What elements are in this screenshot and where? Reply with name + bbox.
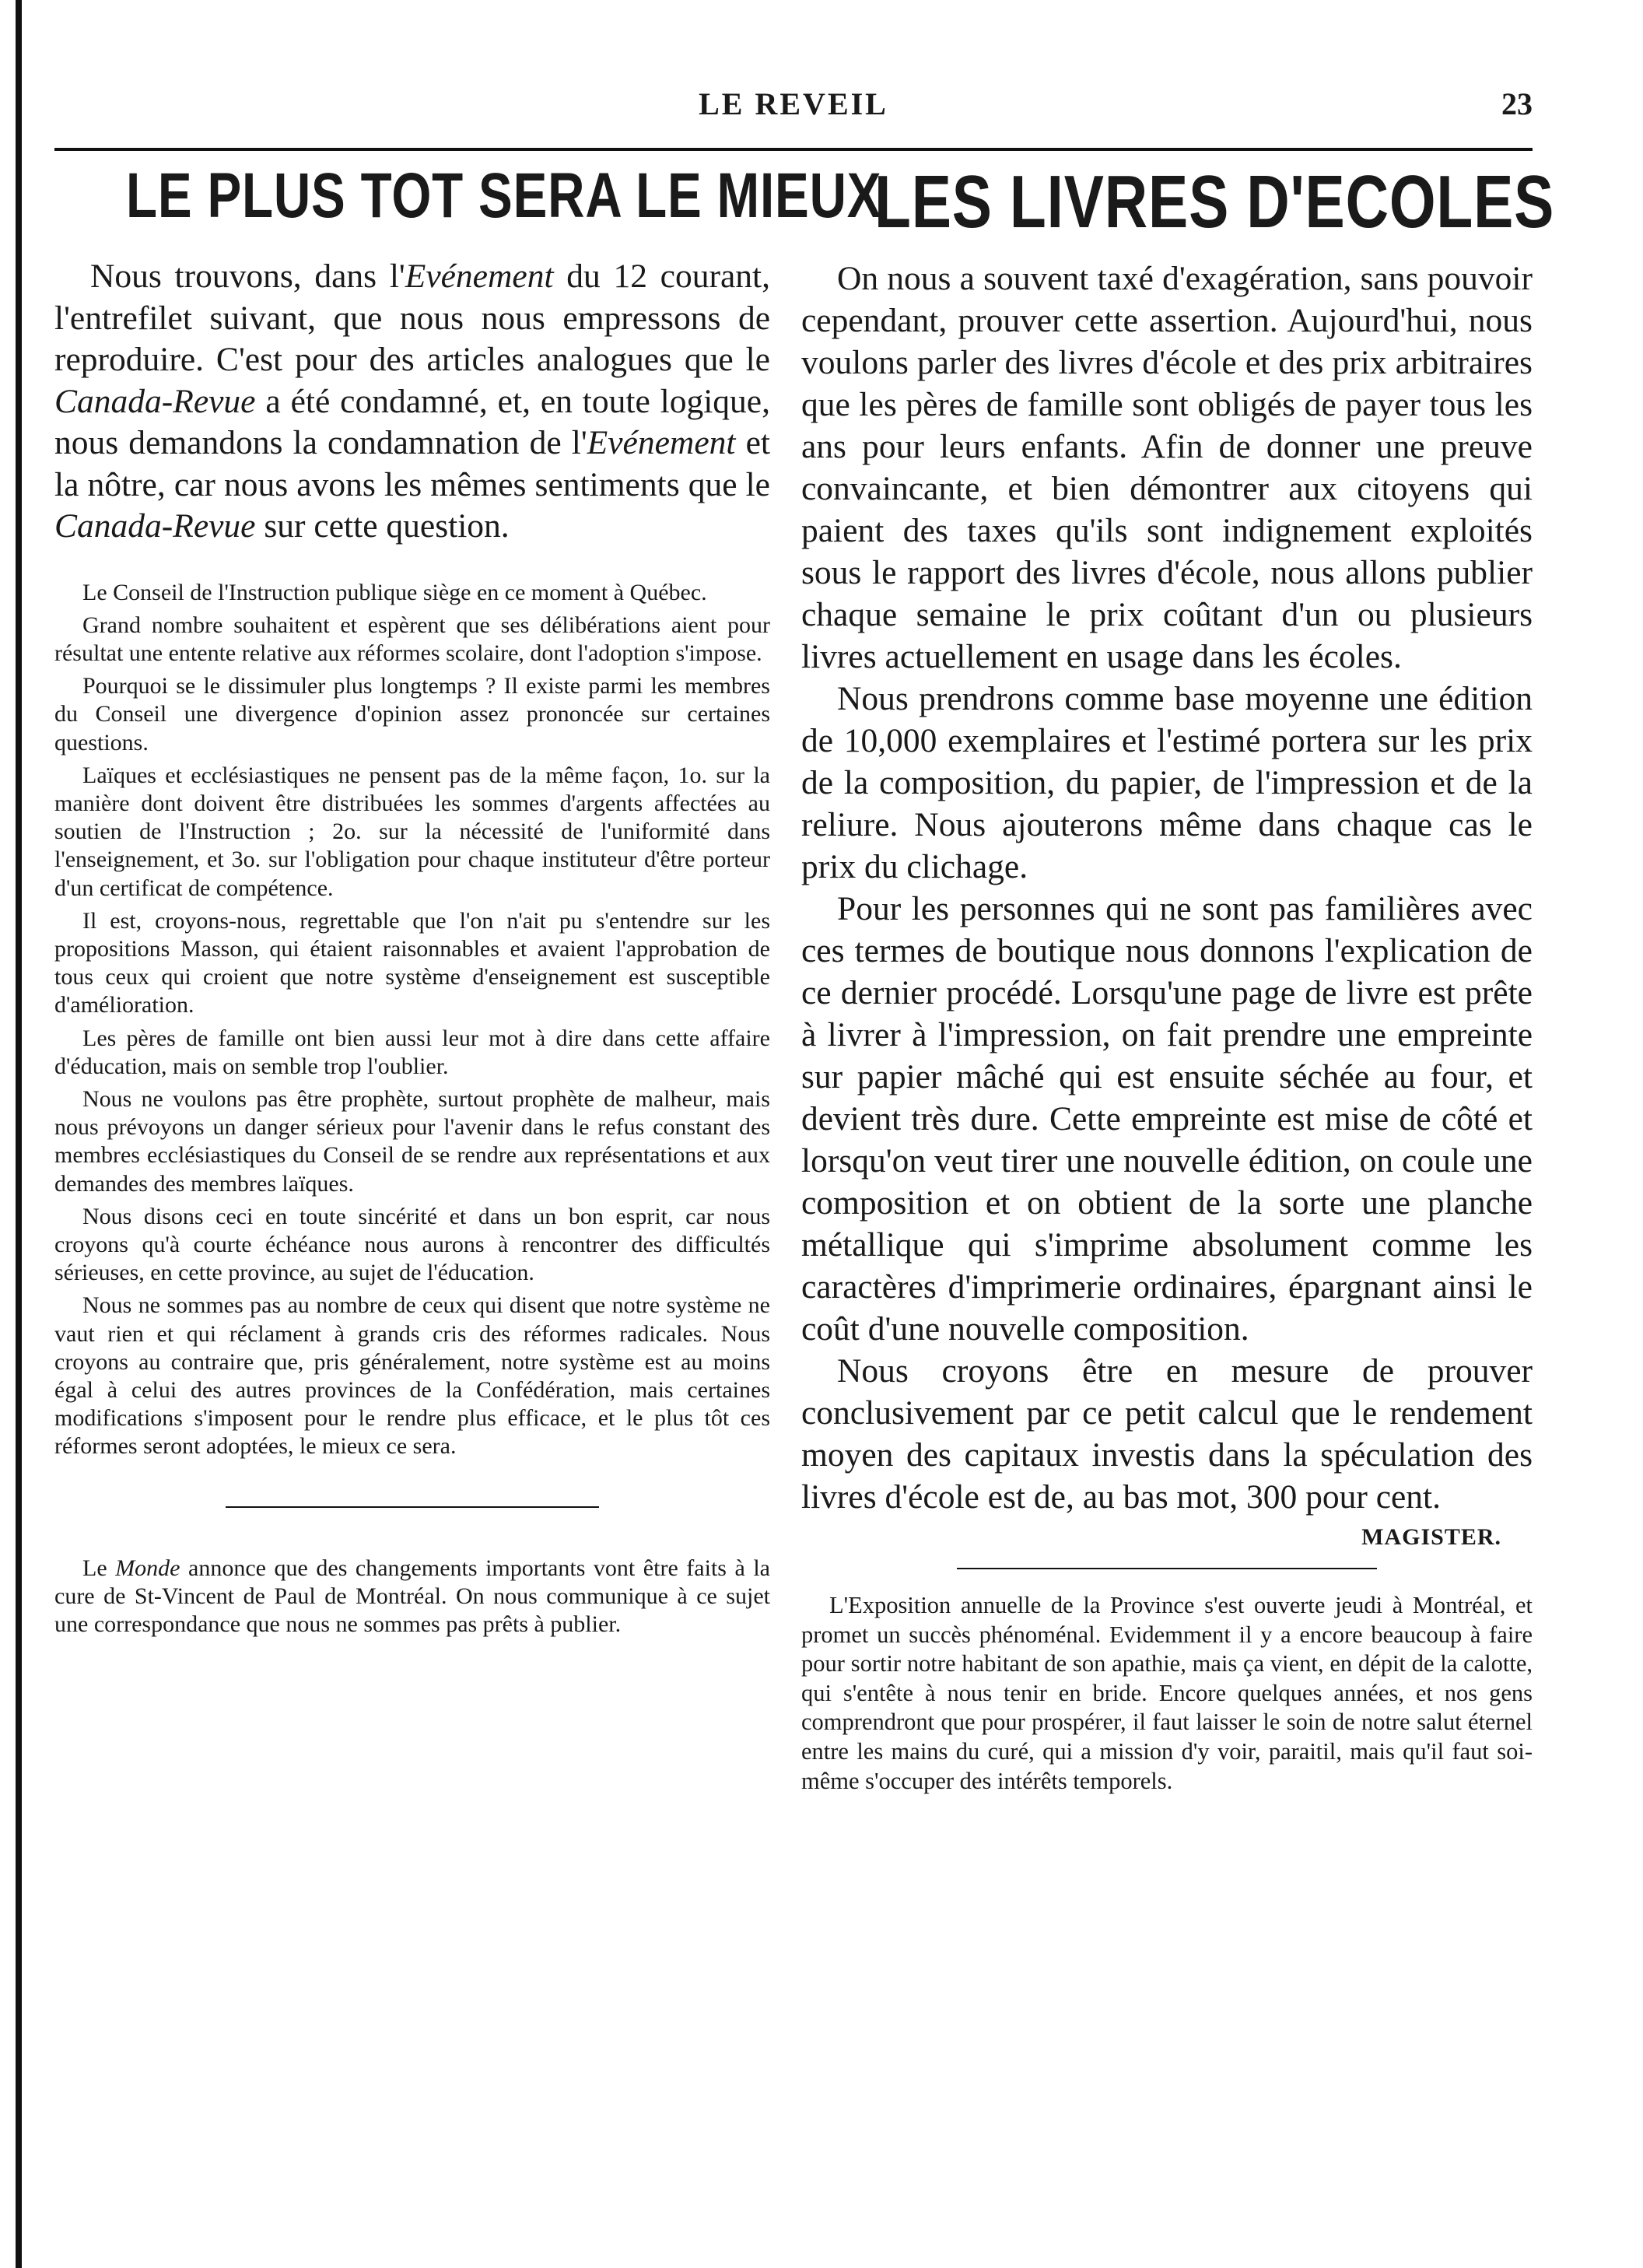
intro-italic-canada-revue: Canada-Revue (54, 382, 256, 420)
intro-italic-evenement: Evénement (405, 258, 554, 295)
intro-italic-canada-revue: Canada-Revue (54, 507, 256, 545)
quoted-paragraph: Le Conseil de l'Instruction publique siège en ce moment à Québec. (82, 579, 707, 605)
right-headline: LES LIVRES D'ECOLES (874, 160, 1555, 244)
intro-text: du 12 courant, l'entrefilet suivant, que nous nous empressons de reproduire. C'est pour des articles analogues que le (54, 258, 770, 378)
article-paragraph: Nous croyons être en mesure de prouver conclusivement par ce petit calcul que le rendement moyen des capitaux investis dans la spéculation des livres d'école est de, au bas mot, 300 pour cent. (801, 1352, 1533, 1516)
note-paragraph (54, 1555, 770, 1639)
article-paragraph: Nous prendrons comme base moyenne une édition de 10,000 exemplaires et l'estimé portera sur les prix de la composition, du papier, de l'impression et de la reliure. Nous ajouterons même dans chaque cas le prix du clichage. (801, 680, 1533, 885)
intro-text: sur cette question. (255, 507, 510, 545)
quoted-paragraph: Grand nombre souhaitent et espèrent que ses délibérations aient pour résultat une entente relative aux réformes scolaire, dont l'adoption s'impose. (54, 612, 770, 666)
quoted-excerpt (54, 579, 770, 1461)
page-edge-bar (16, 0, 22, 2268)
intro-italic-evenement: Evénement (587, 424, 736, 461)
intro-text: et la nôtre, car nous avons les mêmes sentiments que le (54, 424, 770, 503)
intro-text: Nous trouvons, dans l' (90, 258, 405, 295)
quoted-paragraph: Nous disons ceci en toute sincérité et dans un bon esprit, car nous croyons qu'à courte échéance nous aurons à rencontrer des difficultés sérieuses, en cette province, au sujet de l'éducation. (54, 1203, 770, 1286)
right-column (801, 159, 1555, 1800)
intro-paragraph (54, 256, 770, 548)
newspaper-title: LE REVEIL (699, 86, 888, 121)
exposition-note (801, 1591, 1533, 1796)
monde-note (54, 1555, 770, 1639)
left-headline: LE PLUS TOT SERA LE MIEUX (126, 160, 882, 231)
left-column (54, 159, 882, 1643)
intro-text: a été condamné, et, en toute logique, nous demandons la condamnation de l' (54, 382, 770, 461)
note-italic-monde: Monde (115, 1555, 180, 1581)
left-intro (54, 256, 770, 548)
article-paragraph: Pour les personnes qui ne sont pas familières avec ces termes de boutique nous donnons l'explication de ce dernier procédé. Lorsqu'une page de livre est prête à livrer à l'impression, on fait prendre une empreinte sur papier mâché qui est ensuite séchée au four, et devient très dure. Cette empreinte est mise de côté et lorsqu'on veut tirer une nouvelle édition, on coule une composition et on obtient de la sorte une planche métallique qui s'imprime absolument comme les caractères d'imprimerie ordinaires, épargnant ainsi le coût d'une nouvelle composition. (801, 890, 1533, 1348)
quoted-paragraph: Nous ne sommes pas au nombre de ceux qui disent que notre système ne vaut rien et qui réclament à grands cris des réformes radicales. Nous croyons au contraire que, pris généralement, notre système est au moins égal à celui des autres provinces de la Confédération, mais certaines modifications s'imposent pour le rendre plus efficace, et le plus tôt ces réformes seront adoptées, le mieux ce sera. (54, 1292, 770, 1460)
article-paragraph: On nous a souvent taxé d'exagération, sans pouvoir cependant, prouver cette assertion. Aujourd'hui, nous voulons parler des livres d'école et des prix arbitraires que les pères de famille sont obligés de payer tous les ans pour leurs enfants. Afin de donner une preuve convaincante, et bien démontrer aux citoyens qui paient des taxes qu'ils sont indignement exploités sous le rapport des livres d'école, nous allons publier chaque semaine le prix coûtant d'un ou plusieurs livres actuellement en usage dans les écoles. (801, 260, 1533, 675)
signature: MAGISTER. (1361, 1524, 1501, 1550)
quoted-paragraph: Nous ne voulons pas être prophète, surtout prophète de malheur, mais nous prévoyons un danger sérieux pour l'avenir dans le refus constant des membres ecclésiastiques du Conseil de se rendre aux représentations et aux demandes des membres laïques. (54, 1085, 770, 1197)
page-header (54, 86, 1533, 132)
page-number: 23 (1501, 86, 1533, 121)
note-text: annonce que des changements importants vont être faits à la cure de St-Vincent de Paul de Montréal. On nous communique à ce sujet une correspondance que nous ne sommes pas prêts à publier. (54, 1555, 770, 1637)
section-divider (957, 1568, 1377, 1569)
note-text: Le (82, 1555, 116, 1581)
quoted-paragraph: Les pères de famille ont bien aussi leur mot à dire dans cette affaire d'éducation, mais on semble trop l'oublier. (54, 1025, 770, 1079)
quoted-paragraph: Il est, croyons-nous, regrettable que l'on n'ait pu s'entendre sur les propositions Masson, qui étaient raisonnables et avaient l'approbation de tous ceux qui croient que notre système d'enseignement est susceptible d'amélioration. (54, 907, 770, 1018)
header-rule (54, 148, 1533, 151)
right-article-body (801, 258, 1533, 1518)
quoted-paragraph: Laïques et ecclésiastiques ne pensent pas de la même façon, 1o. sur la manière dont doivent être distribuées les sommes d'argents affectées au soutien de l'Instruction ; 2o. sur la nécessité de l'uniformité dans l'enseignement, et 3o. sur l'obligation pour chaque instituteur d'être porteur d'un certificat de compétence. (54, 762, 770, 901)
note-paragraph: L'Exposition annuelle de la Province s'est ouverte jeudi à Montréal, et promet un succès phénoménal. Evidemment il y a encore beaucoup à faire pour sortir notre habitant de son apathie, mais ça vient, en dépit de la calotte, qui s'entête à nous tenir en bride. Encore quelques années, et nos gens comprendront que pour prospérer, il faut laisser le soin de notre salut éternel entre les mains du curé, qui a mission d'y voir, paraitil, mais qu'il faut soi-même s'occuper des intérêts temporels. (801, 1592, 1533, 1794)
section-divider (226, 1506, 599, 1508)
quoted-paragraph: Pourquoi se le dissimuler plus longtemps ? Il existe parmi les membres du Conseil une divergence d'opinion assez prononcée sur certaines questions. (54, 673, 770, 755)
